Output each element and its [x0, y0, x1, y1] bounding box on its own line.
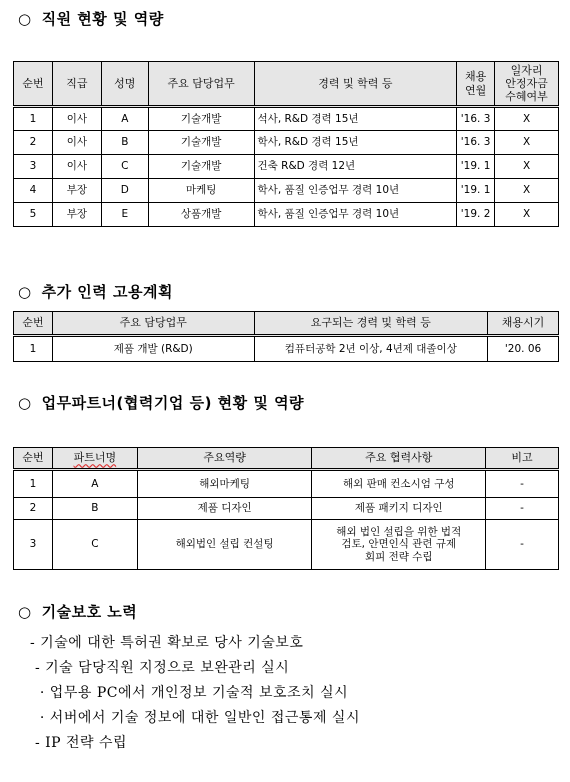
list-item: · 업무용 PC에서 개인정보 기술적 보호조치 실시: [30, 685, 349, 701]
cell: 3: [14, 520, 53, 570]
col-header: 직급: [52, 62, 101, 107]
col-header: 채용 연월: [457, 62, 495, 107]
section-title-text: 업무파트너(협력기업 등) 현황 및 역량: [41, 394, 305, 412]
cell: X: [495, 155, 559, 179]
cell: 제품 개발 (R&D): [52, 336, 254, 362]
cell: C: [101, 155, 148, 179]
staff-table: [13, 61, 559, 227]
table-row: [14, 155, 559, 179]
bullet-icon: ○: [18, 283, 32, 301]
cell: 2: [14, 131, 53, 155]
cell: C: [52, 520, 137, 570]
col-header: [52, 448, 137, 470]
cell: X: [495, 179, 559, 203]
cell: 5: [14, 203, 53, 227]
list-item: · 서버에서 기술 정보에 대한 일반인 접근통제 실시: [30, 710, 360, 726]
table-row: [14, 203, 559, 227]
table-row: [14, 107, 559, 131]
cell: 학사, R&D 경력 15년: [254, 131, 457, 155]
cell: '20. 06: [488, 336, 559, 362]
cell: 건축 R&D 경력 12년: [254, 155, 457, 179]
section-title-text: 직원 현황 및 역량: [41, 10, 164, 28]
cell: 해외마케팅: [137, 470, 312, 498]
cell: -: [486, 520, 559, 570]
cell: '19. 1: [457, 155, 495, 179]
section-title-partners: [18, 392, 304, 413]
cell: B: [101, 131, 148, 155]
cell: X: [495, 107, 559, 131]
partner-table: [13, 447, 559, 570]
cell: '19. 1: [457, 179, 495, 203]
table-row: [14, 336, 559, 362]
cell: 부장: [52, 179, 101, 203]
col-header: 일자리 안정자금 수혜여부: [495, 62, 559, 107]
bullet-icon: ○: [18, 10, 32, 28]
cell: 기술개발: [148, 155, 254, 179]
col-header: 주요 담당업무: [148, 62, 254, 107]
cell: 1: [14, 470, 53, 498]
cell: 상품개발: [148, 203, 254, 227]
table-row: [14, 131, 559, 155]
cell: 1: [14, 336, 53, 362]
col-header: 순번: [14, 312, 53, 336]
col-header: 성명: [101, 62, 148, 107]
col-header: 주요역량: [137, 448, 312, 470]
col-header: 주요 담당업무: [52, 312, 254, 336]
cell: 이사: [52, 131, 101, 155]
col-header: 요구되는 경력 및 학력 등: [254, 312, 488, 336]
cell: X: [495, 131, 559, 155]
section-title-staff: [18, 8, 164, 29]
table-row: [14, 470, 559, 498]
cell: 해외법인 설립 컨설팅: [137, 520, 312, 570]
col-header: 순번: [14, 448, 53, 470]
cell: 학사, 품질 인증업무 경력 10년: [254, 203, 457, 227]
cell: 4: [14, 179, 53, 203]
col-header: 채용시기: [488, 312, 559, 336]
cell: D: [101, 179, 148, 203]
cell: -: [486, 498, 559, 520]
section-title-hiring: [18, 281, 173, 302]
col-header: 경력 및 학력 등: [254, 62, 457, 107]
section-title-tech-protection: [18, 601, 137, 622]
cell: X: [495, 203, 559, 227]
table-row: [14, 520, 559, 570]
cell: A: [101, 107, 148, 131]
cell: 제품 디자인: [137, 498, 312, 520]
col-header-text: 파트너명: [73, 451, 117, 465]
cell: 학사, 품질 인증업무 경력 10년: [254, 179, 457, 203]
cell: 기술개발: [148, 131, 254, 155]
cell: '16. 3: [457, 131, 495, 155]
cell: 기술개발: [148, 107, 254, 131]
cell: 3: [14, 155, 53, 179]
cell: E: [101, 203, 148, 227]
tech-protection-list: [30, 632, 360, 757]
cell: 이사: [52, 107, 101, 131]
col-header: 순번: [14, 62, 53, 107]
cell: 해외 법인 설립을 위한 법적 검토, 안면인식 관련 규제 회피 전략 수립: [312, 520, 486, 570]
section-title-text: 추가 인력 고용계획: [41, 283, 173, 301]
section-title-text: 기술보호 노력: [41, 603, 138, 621]
cell: 마케팅: [148, 179, 254, 203]
cell: A: [52, 470, 137, 498]
bullet-icon: ○: [18, 394, 32, 412]
cell: 2: [14, 498, 53, 520]
cell: -: [486, 470, 559, 498]
table-row: [14, 179, 559, 203]
bullet-icon: ○: [18, 603, 32, 621]
cell: '16. 3: [457, 107, 495, 131]
cell: 컴퓨터공학 2년 이상, 4년제 대졸이상: [254, 336, 488, 362]
table-row: [14, 498, 559, 520]
cell: 부장: [52, 203, 101, 227]
cell: 제품 패키지 디자인: [312, 498, 486, 520]
cell: 1: [14, 107, 53, 131]
list-item: - 기술 담당직원 지정으로 보완관리 실시: [30, 660, 290, 676]
cell: '19. 2: [457, 203, 495, 227]
cell: 이사: [52, 155, 101, 179]
cell: 석사, R&D 경력 15년: [254, 107, 457, 131]
col-header: 비고: [486, 448, 559, 470]
hiring-table: [13, 311, 559, 362]
list-item: - 기술에 대한 특허권 확보로 당사 기술보호: [30, 635, 304, 651]
list-item: - IP 전략 수립: [30, 735, 128, 751]
cell: B: [52, 498, 137, 520]
col-header: 주요 협력사항: [312, 448, 486, 470]
cell: 해외 판매 컨소시엄 구성: [312, 470, 486, 498]
